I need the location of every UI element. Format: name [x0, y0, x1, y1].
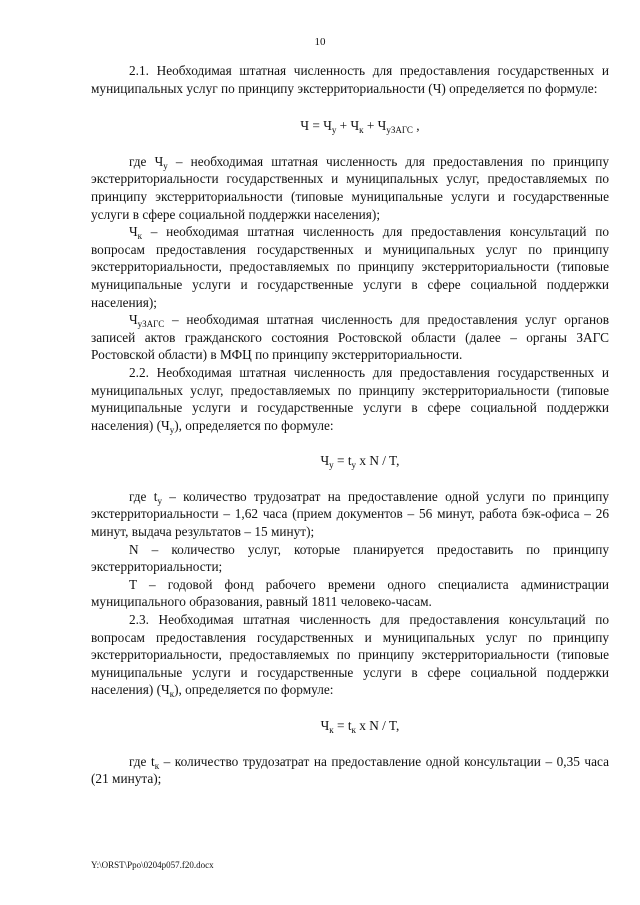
definition-n: N – количество услуг, которые планируется предоставить по принципу экстерриториальности; — [91, 541, 609, 575]
paragraph-2-2: 2.2. Необходимая штатная численность для предоставления государственных и муниципальных услуг, предоставляемых по принципу экстерриториальности (типовые муниципальные услуги и государственные услуги в сфере социальной поддержки населения) $(Ч_у)$, определяется по формуле: — [91, 364, 609, 435]
definition-tk: где $t_к$ – количество трудозатрат на предоставление одной консультации – 0,35 часа (21 минута); — [91, 753, 609, 787]
paragraph-2-3: 2.3. Необходимая штатная численность для предоставления консультаций по вопросам предоставления государственных и муниципальных услуг по принципу экстерриториальности, предоставляемых по принципу экстерриториальности (типовые муниципальные услуги и государственные услуги в сфере социальной поддержки населения) $(Ч_к)$, определяется по формуле: — [91, 612, 609, 700]
document-body — [91, 62, 609, 788]
definition-t: T – годовой фонд рабочего времени одного специалиста администрации муниципального образования, равный 1811 человеко-часам. — [91, 576, 609, 610]
definition-chk: $Ч_к$ – необходимая штатная численность для предоставления консультаций по вопросам предоставления государственных и муниципальных услуг по принципу экстерриториальности, предоставляемых по принципу экстерриториальности (типовые муниципальные услуги и государственные услуги в сфере социальной поддержки населения); — [91, 224, 609, 310]
formula-chu: $Ч_у = t_у$ x N / T, — [320, 453, 400, 471]
definition-tu: где $t_у$ – количество трудозатрат на предоставление одной услуги по принципу экстерриториальности – 1,62 часа (прием документов – 56 минут, работа бэк-офиса – 26 минут, выдача результатов – 15 минут); — [91, 488, 609, 540]
file-path-footer: Y:\ORST\Ppo\0204p057.f20.docx — [91, 860, 214, 870]
formula-chk: $Ч_к = t_к$ x N / T, — [320, 718, 400, 735]
paragraph-2-1: 2.1. Необходимая штатная численность для предоставления государственных и муниципальных услуг по принципу экстерриториальности (Ч) определяется по формуле: — [91, 63, 609, 96]
formula-total-staff: $Ч = Ч_у + Ч_к + Ч_{уЗАГС}$ , — [300, 118, 420, 136]
definition-chuzags: $Ч_{уЗАГС}$ – необходимая штатная численность для предоставления услуг органов записей актов гражданского состояния Ростовской области (далее – органы ЗАГС Ростовской области) в МФЦ по принципу экстерриториальности. — [91, 312, 609, 363]
definition-chu: где $Ч_у$ – необходимая штатная численность для предоставления по принципу экстерриториальности государственных и муниципальных услуг, предоставляемых по принципу экстерриториальности (типовые муниципальные услуги и государственные услуги в сфере социальной поддержки населения); — [91, 153, 609, 222]
page-number: 10 — [314, 36, 326, 48]
